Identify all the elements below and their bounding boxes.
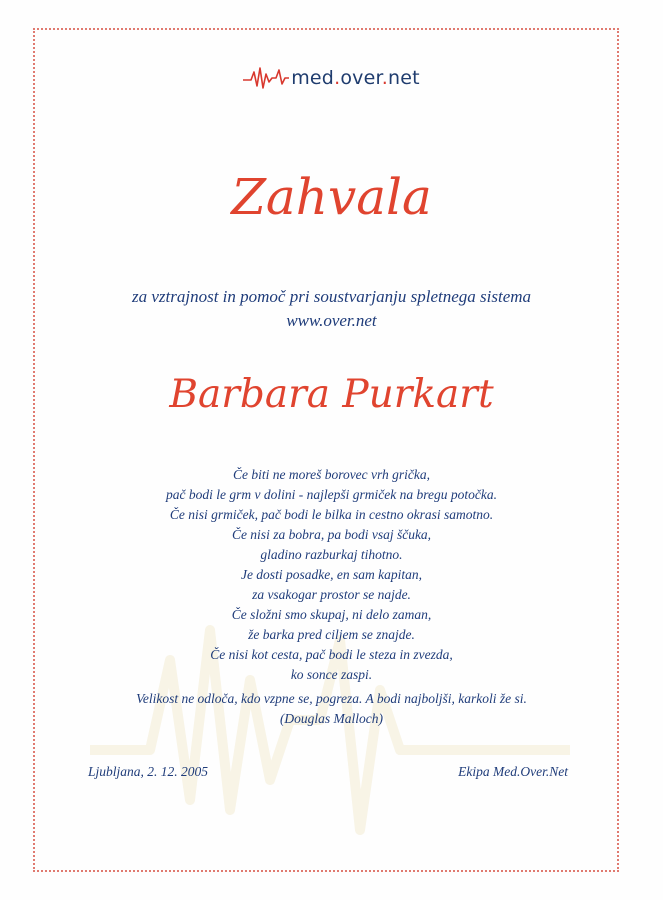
subtitle [0, 285, 663, 333]
poem-line: Če nisi za bobra, pa bodi vsaj ščuka, [231, 527, 432, 542]
poem-line: za vsakogar prostor se najde. [252, 587, 411, 602]
quote-text: Velikost ne odloča, kdo vzpne se, pogreza. A bodi najboljši, karkoli že si. [136, 691, 527, 706]
poem-line: Če nisi grmiček, pač bodi le bilka in cestno okrasi samotno. [169, 507, 494, 522]
recipient-name: Barbara Purkart [169, 372, 494, 417]
signature: Ekipa Med.Over.Net [458, 764, 568, 779]
quote [0, 689, 663, 729]
poem-line: pač bodi le grm v dolini - najlepši grmiček na bregu potočka. [166, 487, 497, 502]
certificate-title: Zahvala [231, 168, 432, 226]
subtitle-line: za vztrajnost in pomoč pri soustvarjanju spletnega sistema [131, 287, 532, 306]
poem-line: Če biti ne moreš borovec vrh grička, [232, 467, 431, 482]
poem-line: ko sonce zaspi. [290, 667, 373, 682]
poem-line: gladino razburkaj tihotno. [260, 547, 403, 562]
poem-line: Če složni smo skupaj, ni delo zaman, [231, 607, 432, 622]
place-date: Ljubljana, 2. 12. 2005 [88, 764, 209, 779]
poem-line: Če nisi kot cesta, pač bodi le steza in zvezda, [210, 647, 453, 662]
heartbeat-logo-icon [243, 64, 289, 92]
poem-line: že barka pred ciljem se znajde. [248, 627, 415, 642]
poem [0, 465, 663, 685]
quote-author: (Douglas Malloch) [279, 711, 384, 726]
logo [0, 64, 663, 92]
logo-text: med.over.net [291, 67, 420, 89]
subtitle-url: www.over.net [286, 311, 377, 330]
poem-line: Je dosti posadke, en sam kapitan, [240, 567, 423, 582]
